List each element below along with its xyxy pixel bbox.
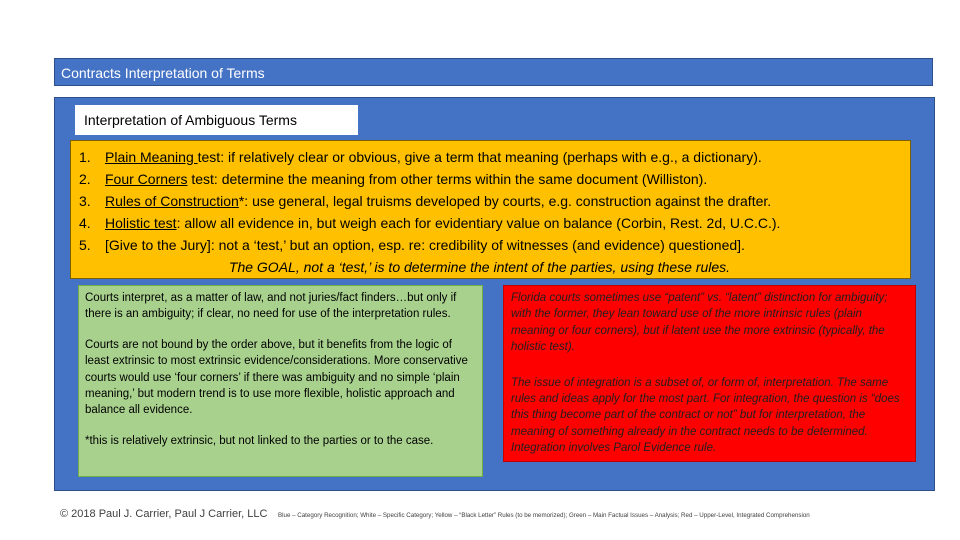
rule-item-2	[79, 168, 910, 190]
comprehension-paragraph-1: Florida courts sometimes use “patent” vs. “latent” distinction for ambiguity; with the former, they lean toward use of the more intrinsic rules (plain meaning or four corners), but if latent use the more extrinsic (typically, the holistic test).	[511, 292, 888, 354]
rule-text	[105, 212, 780, 234]
rule-item-5	[79, 234, 910, 256]
rule-number: 2.	[79, 171, 91, 187]
rule-text	[105, 168, 707, 190]
rule-item-1	[79, 146, 910, 168]
rules-list	[70, 140, 911, 279]
rule-description: [Give to the Jury]: not a ‘test,’ but an option, esp. re: credibility of witnesses (and evidence) questioned].	[105, 237, 745, 253]
rule-number: 4.	[79, 215, 91, 231]
analysis-notes	[78, 285, 483, 477]
slide-title: Contracts Interpretation of Terms	[54, 58, 933, 86]
rule-item-4	[79, 212, 910, 234]
rule-name: Holistic test	[105, 215, 177, 231]
goal-statement: The GOAL, not a ‘test,’ is to determine the intent of the parties, using these rules.	[228, 259, 731, 275]
analysis-paragraph-1: Courts interpret, as a matter of law, and not juries/fact finders…but only if there is an ambiguity; if clear, no need for use of the interpretation rules.	[85, 292, 457, 321]
copyright-notice: © 2018 Paul J. Carrier, Paul J Carrier, LLC	[60, 508, 268, 520]
rule-description: test: if relatively clear or obvious, give a term that meaning (perhaps with e.g., a dictionary).	[197, 149, 762, 165]
rule-text	[105, 234, 745, 256]
rule-text	[105, 190, 771, 212]
rule-text	[105, 146, 762, 168]
rule-name: Plain Meaning	[105, 149, 198, 165]
rule-description: test: determine the meaning from other terms within the same document (Williston).	[187, 171, 708, 187]
rule-description: *: use general, legal truisms developed by courts, e.g. construction against the drafter.	[238, 193, 772, 209]
rule-name: Rules of Construction	[105, 193, 239, 209]
color-legend: Blue – Category Recognition; White – Specific Category; Yellow – “Black Letter” Rules (to be memorized); Green – Main Factual Issues – Analysis; Red – Upper-Level, Integrated Comprehension	[278, 512, 810, 519]
rule-item-3	[79, 190, 910, 212]
section-subtitle: Interpretation of Ambiguous Terms	[75, 105, 358, 135]
rule-description: : allow all evidence in, but weigh each for evidentiary value on balance (Corbin, Rest. 2d, U.C.C.).	[176, 215, 781, 231]
rule-number: 5.	[79, 237, 91, 253]
comprehension-notes	[503, 285, 916, 462]
comprehension-paragraph-2: The issue of integration is a subset of, or form of, interpretation. The same rules and ideas apply for the most part. For integration, the question is “does this thing become part of the contract or not” but for interpretation, the meaning of something already in the contract needs to be determined. Integration involves Parol Evidence rule.	[511, 376, 900, 455]
rule-number: 3.	[79, 193, 91, 209]
rule-number: 1.	[79, 149, 91, 165]
analysis-footnote: *this is relatively extrinsic, but not linked to the parties or to the case.	[85, 434, 434, 447]
rule-name: Four Corners	[105, 171, 188, 187]
analysis-paragraph-2: Courts are not bound by the order above, but it benefits from the logic of least extrinsic to most extrinsic evidence/considerations. More conservative courts would use ‘four corners’ if there was ambiguity and no simple ‘plain meaning,’ but modern trend is to use more flexible, holistic approach and balance all evidence.	[85, 338, 468, 417]
